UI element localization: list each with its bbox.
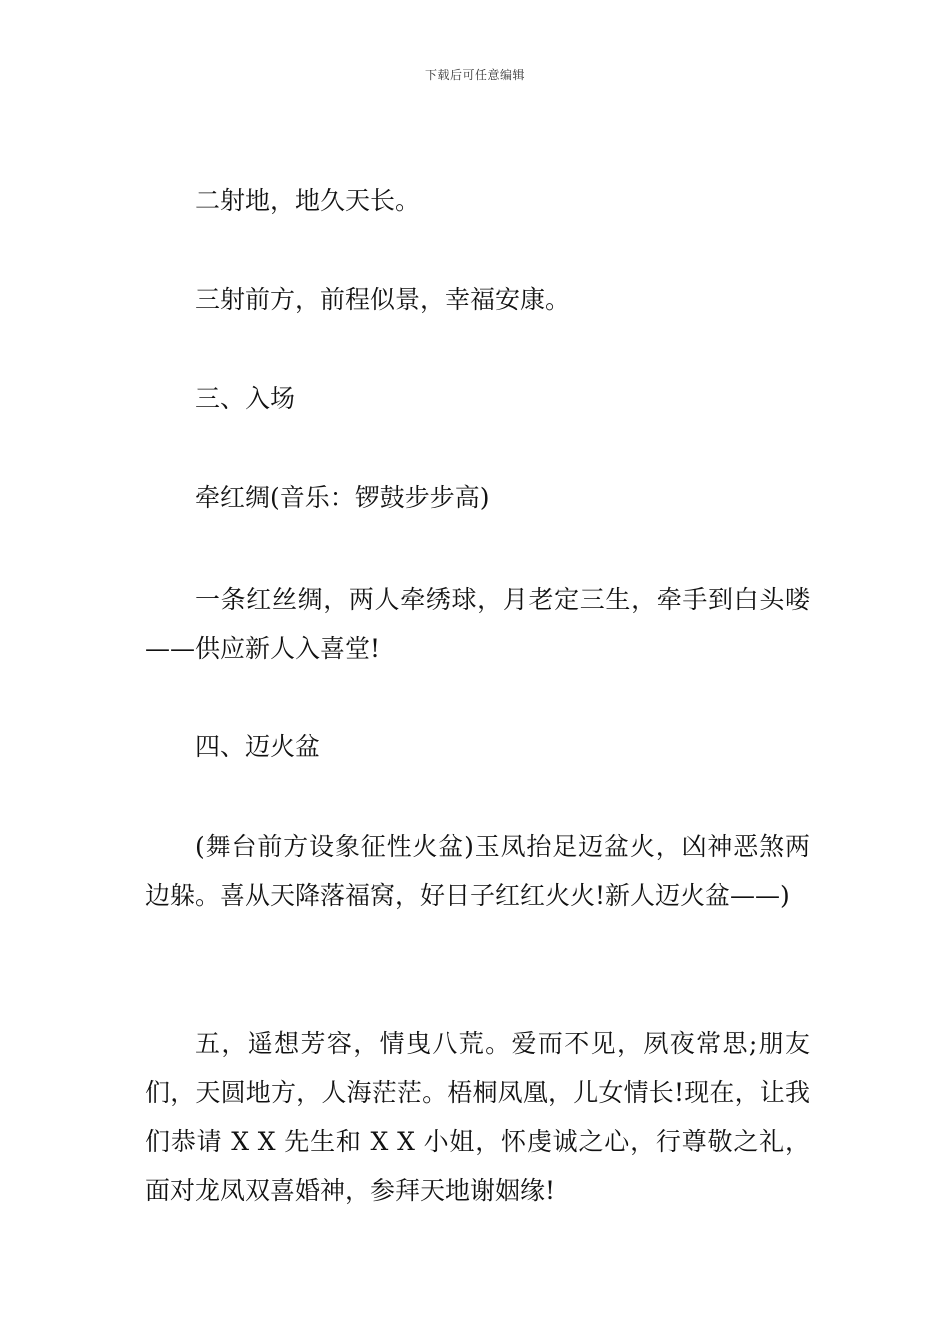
paragraph-3-heading: 三、入场	[195, 384, 296, 413]
paragraph-5: 一条红丝绸，两人牵绣球，月老定三生，牵手到白头喽——供应新人入喜堂!	[145, 585, 810, 663]
paragraph-8: 五，遥想芳容，情曳八荒。爱而不见，夙夜常思;朋友们，天圆地方，人海茫茫。梧桐凤凰，儿女情长!现在，让我们恭请 X X 先生和 X X 小姐，怀虔诚之心，行尊敬之礼，面对龙凤双喜婚神，参拜天地谢姻缘!	[145, 1029, 810, 1205]
page-header: 下载后可任意编辑	[424, 68, 525, 82]
paragraph-1: 二射地，地久天长。	[195, 186, 421, 215]
paragraph-4: 牵红绸(音乐：锣鼓步步高)	[195, 483, 490, 512]
paragraph-7: (舞台前方设象征性火盆)玉凤抬足迈盆火，凶神恶煞两边躲。喜从天降落福窝，好日子红红火火!新人迈火盆——)	[145, 832, 810, 910]
paragraph-6-heading: 四、迈火盆	[195, 732, 321, 761]
paragraph-2: 三射前方，前程似景，幸福安康。	[195, 285, 571, 314]
